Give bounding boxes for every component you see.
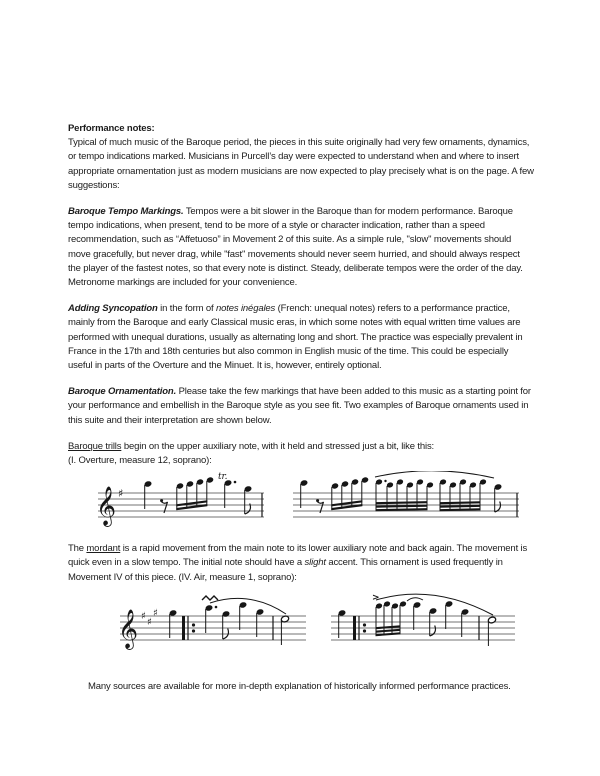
- note-quarter-mid: [256, 608, 265, 637]
- tempo-markings-lead: Baroque Tempo Markings.: [68, 206, 184, 218]
- sharp-icon: ♯: [118, 487, 124, 501]
- syncopation-body-2: (French: unequal notes) refers to a performance practice, mainly from the Baroque and early Classical music eras, in which some notes with equal written time values are performed with unequal durations, usually as alternating long and short. The practice was especially prevalent in France in the 17th and 18th centuries but also common in English music of the time. This could be especially useful in parts of the Overture and the Minuet. It is, however, entirely optional.: [68, 303, 523, 372]
- paragraph-mordant: [68, 542, 534, 585]
- paragraph-tempo-markings: [68, 205, 534, 290]
- paragraph-trills: [68, 440, 534, 454]
- staff-trill-realized: [291, 471, 521, 537]
- slight-emphasis: slight: [304, 557, 326, 569]
- staff-mordant-realized: [329, 588, 519, 668]
- tie: [407, 598, 423, 601]
- notes-inegales-term: notes inégales: [215, 303, 276, 315]
- closing-note: Many sources are available for more in-depth explanation of historically informed performance practices.: [88, 680, 511, 692]
- syncopation-lead: Adding Syncopation: [68, 303, 158, 315]
- paragraph-intro: Typical of much music of the Baroque period, the pieces in this suite originally had very few ornaments, dynamics, or tempo indications marked. Musicians in Purcell’s day were expected to understand when and where to insert appropriate ornamentation just as modern musicians are now expected to play precisely what is on the page. A few suggestions:: [68, 137, 534, 191]
- ornamentation-lead: Baroque Ornamentation.: [68, 386, 177, 398]
- accent-marking: >: [372, 592, 380, 603]
- note-quarter-b: [445, 600, 454, 629]
- note-half: [488, 616, 497, 646]
- note-half: [281, 615, 290, 645]
- paragraph-ornamentation: [68, 385, 534, 428]
- thirty-second-run-b: [439, 479, 487, 512]
- trills-body: begin on the upper auxiliary note, with it held and stressed just a bit, like this:: [121, 440, 435, 452]
- note-eighth-final: [494, 484, 503, 513]
- baroque-trills-term: Baroque trills: [68, 440, 122, 452]
- mordent-icon: [202, 596, 218, 600]
- mordant-pre: The: [68, 543, 87, 555]
- slur: [375, 471, 494, 478]
- paragraph-syncopation: [68, 302, 534, 373]
- note-dotted-quarter: [224, 480, 237, 509]
- mordant-term: mordant: [86, 543, 121, 555]
- notation-row-trill: [92, 471, 534, 537]
- note-quarter-c: [461, 608, 470, 637]
- trills-example-caption: (I. Overture, measure 12, soprano):: [68, 455, 212, 467]
- staff-mordant-original: [116, 588, 311, 668]
- sharp-icon: ♯: [141, 610, 146, 622]
- sharp-icon: ♯: [153, 607, 158, 619]
- slur: [210, 598, 286, 614]
- ornamentation-body: Please take the few markings that have been added to this music as a starting point for your performance and embellish in the Baroque style as you see fit. Two examples of Baroque ornaments used in this suite and their interpretation are shown below.: [68, 386, 531, 426]
- trill-marking: tr.: [218, 472, 228, 483]
- note-quarter-1: [300, 480, 309, 509]
- sharp-icon: ♯: [147, 616, 152, 628]
- staff-trill-original: [92, 471, 267, 537]
- mordant-body-2: accent. This ornament is used frequently in Movement IV of this piece. (IV. Air, measure 1, soprano):: [68, 557, 503, 583]
- thirty-second-turn: [375, 601, 407, 637]
- tempo-markings-body: Tempos were a bit slower in the Baroque than for modern performance. Baroque tempo indications, when present, tend to be more of a style or character indication, rather than a speed recommendation, such as “Affetuoso” in Movement 2 of this suite. As a simple rule, "slow" movements should move gracefully, but never drag, while "fast" movements should never seem hurried, and should always respect the player of the fastest notes, so that every note is distinct. Steady, deliberate tempos were the order of the day. Metronome markings are included for your convenience.: [68, 206, 523, 289]
- treble-clef-icon: 𝄞: [118, 608, 138, 649]
- note-eighth: [222, 610, 231, 639]
- staff-lines: [293, 493, 519, 517]
- syncopation-body-1: in the form of: [157, 303, 216, 315]
- page-title: Performance notes:: [68, 123, 155, 134]
- note-dotted-quarter: [205, 604, 218, 633]
- notation-row-mordant: [116, 588, 534, 668]
- mordant-body-1: is a rapid movement from the main note to its lower auxiliary note and back again. The movement is quick even in a slow tempo. The initial note should have a: [68, 543, 528, 569]
- treble-clef-icon: 𝄞: [96, 486, 116, 527]
- thirty-second-run-a: [375, 479, 434, 512]
- note-eighth: [244, 486, 253, 515]
